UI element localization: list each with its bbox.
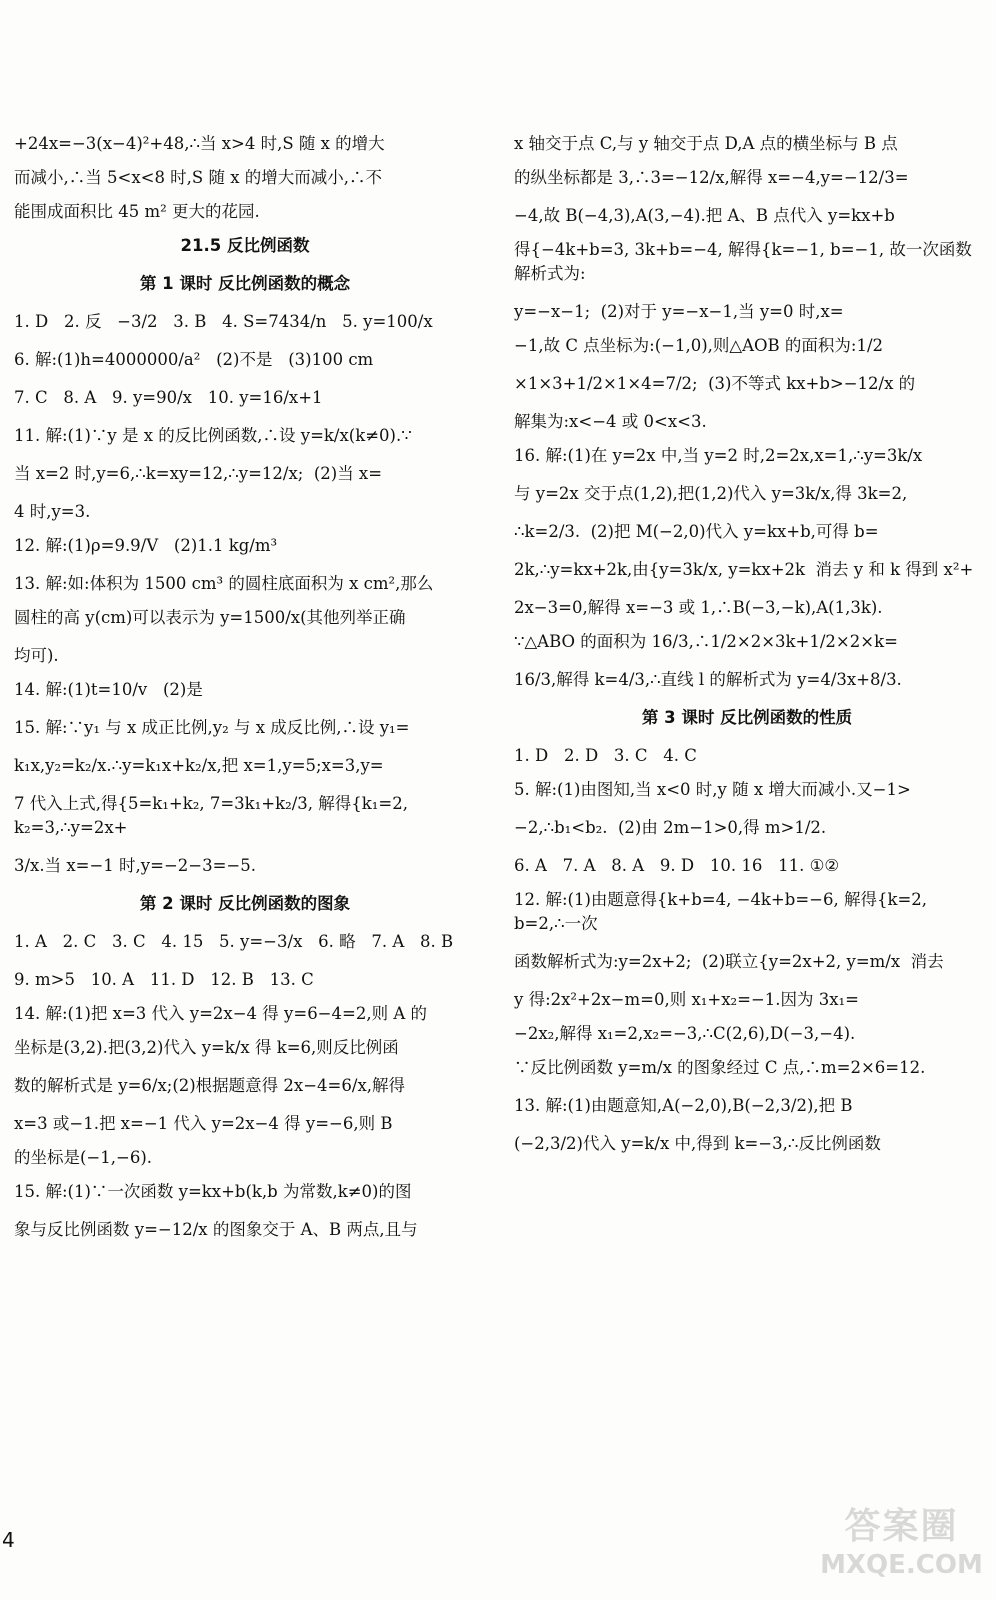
lesson-1-title: 第 1 课时 反比例函数的概念 bbox=[139, 274, 351, 293]
answer-line: ∵△ABO 的面积为 16/3,∴1/2×2×3k+1/2×2×k= bbox=[514, 632, 898, 651]
answer-line: 7 代入上式,得{5=k₁+k₂, 7=3k₁+k₂/3, 解得{k₁=2, k₂=3,∴y=2x+ bbox=[14, 794, 414, 837]
answer-line: 得{−4k+b=3, 3k+b=−4, 解得{k=−1, b=−1, 故一次函数解析式为: bbox=[514, 240, 972, 283]
answer-line: 3/x.当 x=−1 时,y=−2−3=−5. bbox=[14, 856, 256, 875]
answer-line: 象与反比例函数 y=−12/x 的图象交于 A、B 两点,且与 bbox=[14, 1220, 418, 1239]
answer-line: 均可). bbox=[14, 646, 59, 665]
answer-line: 12. 解:(1)ρ=9.9/V (2)1.1 kg/m³ bbox=[14, 536, 278, 555]
answer-line: 1. D 2. 反 −3/2 3. B 4. S=7434/n 5. y=100/x bbox=[14, 312, 433, 331]
answer-line: 1. D 2. D 3. C 4. C bbox=[514, 746, 697, 765]
answer-line: x 轴交于点 C,与 y 轴交于点 D,A 点的横坐标与 B 点 bbox=[514, 134, 898, 153]
answer-line: ×1×3+1/2×1×4=7/2; (3)不等式 kx+b>−12/x 的 bbox=[514, 374, 916, 393]
answer-line: 与 y=2x 交于点(1,2),把(1,2)代入 y=3k/x,得 3k=2, bbox=[514, 484, 908, 503]
answer-line: 15. 解:∵y₁ 与 x 成正比例,y₂ 与 x 成反比例,∴设 y₁= bbox=[14, 718, 410, 737]
answer-line: 6. 解:(1)h=4000000/a² (2)不是 (3)100 cm bbox=[14, 350, 374, 369]
text-line: 能围成面积比 45 m² 更大的花园. bbox=[14, 202, 260, 221]
answer-line: 9. m>5 10. A 11. D 12. B 13. C bbox=[14, 970, 314, 989]
answer-line: ∵反比例函数 y=m/x 的图象经过 C 点,∴m=2×6=12. bbox=[514, 1058, 926, 1077]
watermark-logo bbox=[819, 1505, 984, 1595]
answer-line: 13. 解:如:体积为 1500 cm³ 的圆柱底面积为 x cm²,那么 bbox=[14, 574, 434, 593]
answer-line: 的纵坐标都是 3,∴3=−12/x,解得 x=−4,y=−12/3= bbox=[514, 168, 909, 187]
answer-line: 16. 解:(1)在 y=2x 中,当 y=2 时,2=2x,x=1,∴y=3k/x bbox=[514, 446, 923, 465]
answer-line: −4,故 B(−4,3),A(3,−4).把 A、B 点代入 y=kx+b bbox=[514, 206, 895, 225]
text-line: +24x=−3(x−4)²+48,∴当 x>4 时,S 随 x 的增大 bbox=[14, 134, 385, 153]
answer-line: 12. 解:(1)由题意得{k+b=4, −4k+b=−6, 解得{k=2, b=2,∴一次 bbox=[514, 890, 933, 933]
answer-line: 解集为:x<−4 或 0<x<3. bbox=[514, 412, 707, 431]
answer-line: 13. 解:(1)由题意知,A(−2,0),B(−2,3/2),把 B bbox=[514, 1096, 853, 1115]
answer-line: k₁x,y₂=k₂/x.∴y=k₁x+k₂/x,把 x=1,y=5;x=3,y= bbox=[14, 756, 384, 775]
answer-line: 当 x=2 时,y=6,∴k=xy=12,∴y=12/x; (2)当 x= bbox=[14, 464, 383, 483]
answer-line: (−2,3/2)代入 y=k/x 中,得到 k=−3,∴反比例函数 bbox=[514, 1134, 881, 1153]
left-column bbox=[14, 132, 476, 1256]
lesson-3-title: 第 3 课时 反比例函数的性质 bbox=[641, 708, 853, 727]
answer-line: 6. A 7. A 8. A 9. D 10. 16 11. ①② bbox=[514, 856, 840, 875]
answer-line: x=3 或−1.把 x=−1 代入 y=2x−4 得 y=−6,则 B bbox=[14, 1114, 393, 1133]
answer-line: −1,故 C 点坐标为:(−1,0),则△AOB 的面积为:1/2 bbox=[514, 336, 884, 355]
answer-line: 15. 解:(1)∵一次函数 y=kx+b(k,b 为常数,k≠0)的图 bbox=[14, 1182, 412, 1201]
answer-line: 数的解析式是 y=6/x;(2)根据题意得 2x−4=6/x,解得 bbox=[14, 1076, 405, 1095]
page-number: 4 bbox=[2, 1528, 15, 1552]
watermark-bottom-text: MXQE.COM bbox=[820, 1550, 983, 1580]
answer-line: 14. 解:(1)t=10/v (2)是 bbox=[14, 680, 203, 699]
answer-line: 7. C 8. A 9. y=90/x 10. y=16/x+1 bbox=[14, 388, 323, 407]
answer-line: 的坐标是(−1,−6). bbox=[14, 1148, 153, 1167]
answer-line: −2,∴b₁<b₂. (2)由 2m−1>0,得 m>1/2. bbox=[514, 818, 827, 837]
answer-line: y=−x−1; (2)对于 y=−x−1,当 y=0 时,x= bbox=[514, 302, 844, 321]
answer-line: ∴k=2/3. (2)把 M(−2,0)代入 y=kx+b,可得 b= bbox=[514, 522, 879, 541]
answer-line: 2x−3=0,解得 x=−3 或 1,∴B(−3,−k),A(1,3k). bbox=[514, 598, 883, 617]
answer-line: 5. 解:(1)由图知,当 x<0 时,y 随 x 增大而减小.又−1> bbox=[514, 780, 911, 799]
section-title: 21.5 反比例函数 bbox=[180, 236, 310, 255]
right-column bbox=[514, 132, 980, 1170]
answer-line: 14. 解:(1)把 x=3 代入 y=2x−4 得 y=6−4=2,则 A 的 bbox=[14, 1004, 427, 1023]
answer-line: 圆柱的高 y(cm)可以表示为 y=1500/x(其他列举正确 bbox=[14, 608, 406, 627]
answer-line: 函数解析式为:y=2x+2; (2)联立{y=2x+2, y=m/x 消去 bbox=[514, 952, 944, 971]
answer-line: 16/3,解得 k=4/3,∴直线 l 的解析式为 y=4/3x+8/3. bbox=[514, 670, 902, 689]
answer-line: 2k,∴y=kx+2k,由{y=3k/x, y=kx+2k 消去 y 和 k 得到 x²+ bbox=[514, 560, 974, 579]
answer-line: 4 时,y=3. bbox=[14, 502, 91, 521]
answer-line: 坐标是(3,2).把(3,2)代入 y=k/x 得 k=6,则反比例函 bbox=[14, 1038, 399, 1057]
answer-line: 11. 解:(1)∵y 是 x 的反比例函数,∴设 y=k/x(k≠0).∵ bbox=[14, 426, 412, 445]
answer-line: y 得:2x²+2x−m=0,则 x₁+x₂=−1.因为 3x₁= bbox=[514, 990, 860, 1009]
watermark-top-text: 答案圈 bbox=[844, 1506, 959, 1547]
answer-line: −2x₂,解得 x₁=2,x₂=−3,∴C(2,6),D(−3,−4). bbox=[514, 1024, 856, 1043]
answer-line: 1. A 2. C 3. C 4. 15 5. y=−3/x 6. 略 7. A 8. B bbox=[14, 932, 454, 951]
lesson-2-title: 第 2 课时 反比例函数的图象 bbox=[139, 894, 351, 913]
text-line: 而减小,∴当 5<x<8 时,S 随 x 的增大而减小,∴不 bbox=[14, 168, 383, 187]
